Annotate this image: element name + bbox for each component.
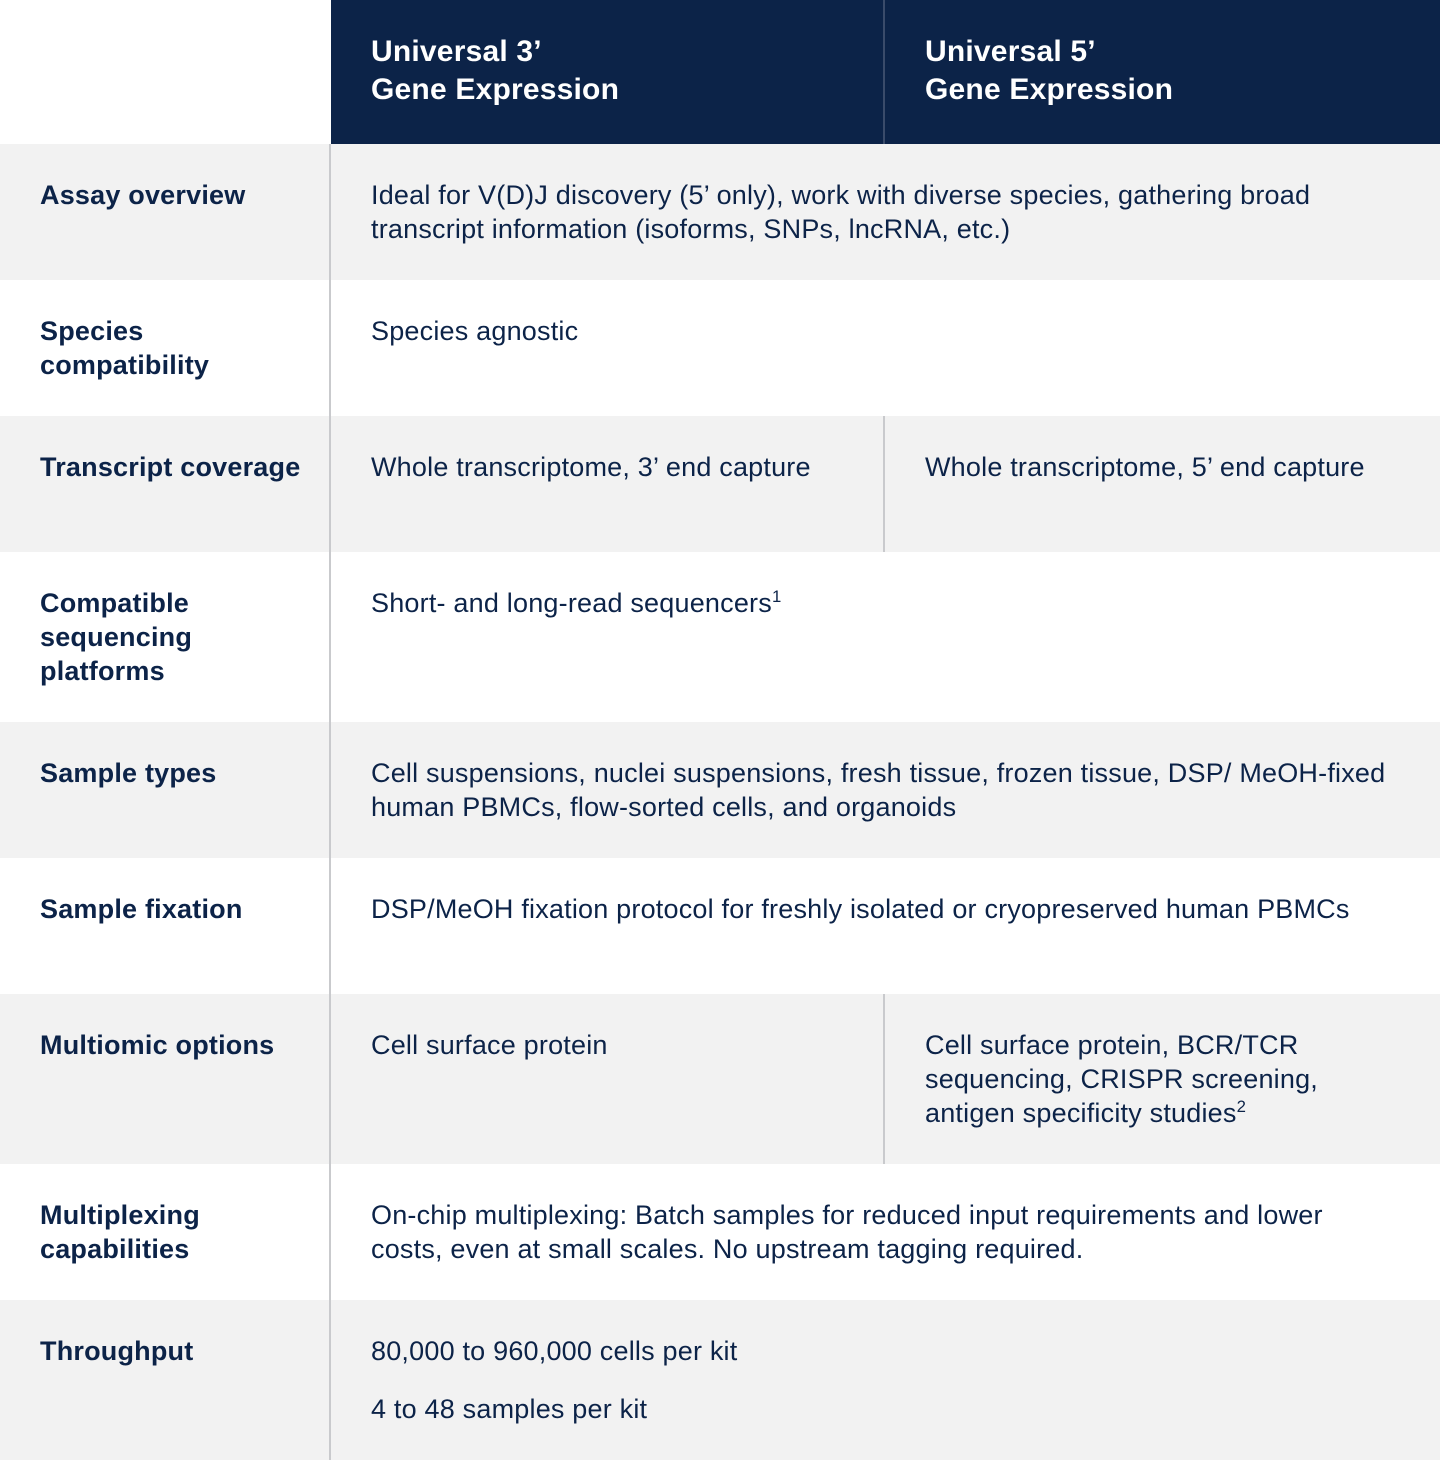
multiomic-options-3-value: Cell surface protein <box>331 994 885 1164</box>
multiomic-options-5-value <box>885 994 1440 1164</box>
column-header-title-line: Universal 5’ <box>925 35 1096 68</box>
throughput-value <box>331 1300 1440 1460</box>
transcript-coverage-3-value: Whole transcriptome, 3’ end capture <box>331 416 885 552</box>
row-label-sample-types: Sample types <box>0 722 331 858</box>
row-label-multiomic-options: Multiomic options <box>0 994 331 1164</box>
multiomic-options-5-text: Cell surface protein, BCR/TCR sequencing, CRISPR screening, antigen specificity studies <box>925 1030 1319 1128</box>
sample-types-value: Cell suspensions, nuclei suspensions, fresh tissue, frozen tissue, DSP/ MeOH-fixed human PBMCs, flow-sorted cells, and organoids <box>331 722 1440 858</box>
species-compatibility-value: Species agnostic <box>331 280 1440 416</box>
row-label-transcript-coverage: Transcript coverage <box>0 416 331 552</box>
throughput-samples: 4 to 48 samples per kit <box>371 1394 648 1424</box>
row-label-throughput: Throughput <box>0 1300 331 1460</box>
row-label-species-compatibility: Species compatibility <box>0 280 331 416</box>
throughput-cells: 80,000 to 960,000 cells per kit <box>371 1336 738 1366</box>
row-label-multiplexing-capabilities: Multiplexing capabilities <box>0 1164 331 1300</box>
column-header-universal-3 <box>331 0 885 144</box>
footnote-marker: 1 <box>771 586 782 606</box>
transcript-coverage-5-value: Whole transcriptome, 5’ end capture <box>885 416 1440 552</box>
row-label-sample-fixation: Sample fixation <box>0 858 331 994</box>
sequencing-platforms-text: Short- and long-read sequencers <box>371 588 772 618</box>
column-header-universal-5 <box>885 0 1440 144</box>
sequencing-platforms-value <box>331 552 1440 722</box>
sample-fixation-value: DSP/MeOH fixation protocol for freshly isolated or cryopreserved human PBMCs <box>331 858 1440 994</box>
column-header-subtitle-line: Gene Expression <box>371 73 620 106</box>
row-label-sequencing-platforms: Compatible sequencing platforms <box>0 552 331 722</box>
multiplexing-value: On-chip multiplexing: Batch samples for reduced input requirements and lower costs, even at small scales. No upstream tagging required. <box>331 1164 1440 1300</box>
row-label-assay-overview: Assay overview <box>0 144 331 280</box>
column-header-subtitle-line: Gene Expression <box>925 73 1174 106</box>
column-header-title-line: Universal 3’ <box>371 35 542 68</box>
footnote-marker: 2 <box>1236 1096 1247 1116</box>
assay-overview-value: Ideal for V(D)J discovery (5’ only), work with diverse species, gathering broad transcript information (isoforms, SNPs, lncRNA, etc.) <box>331 144 1440 280</box>
header-corner <box>0 0 331 144</box>
